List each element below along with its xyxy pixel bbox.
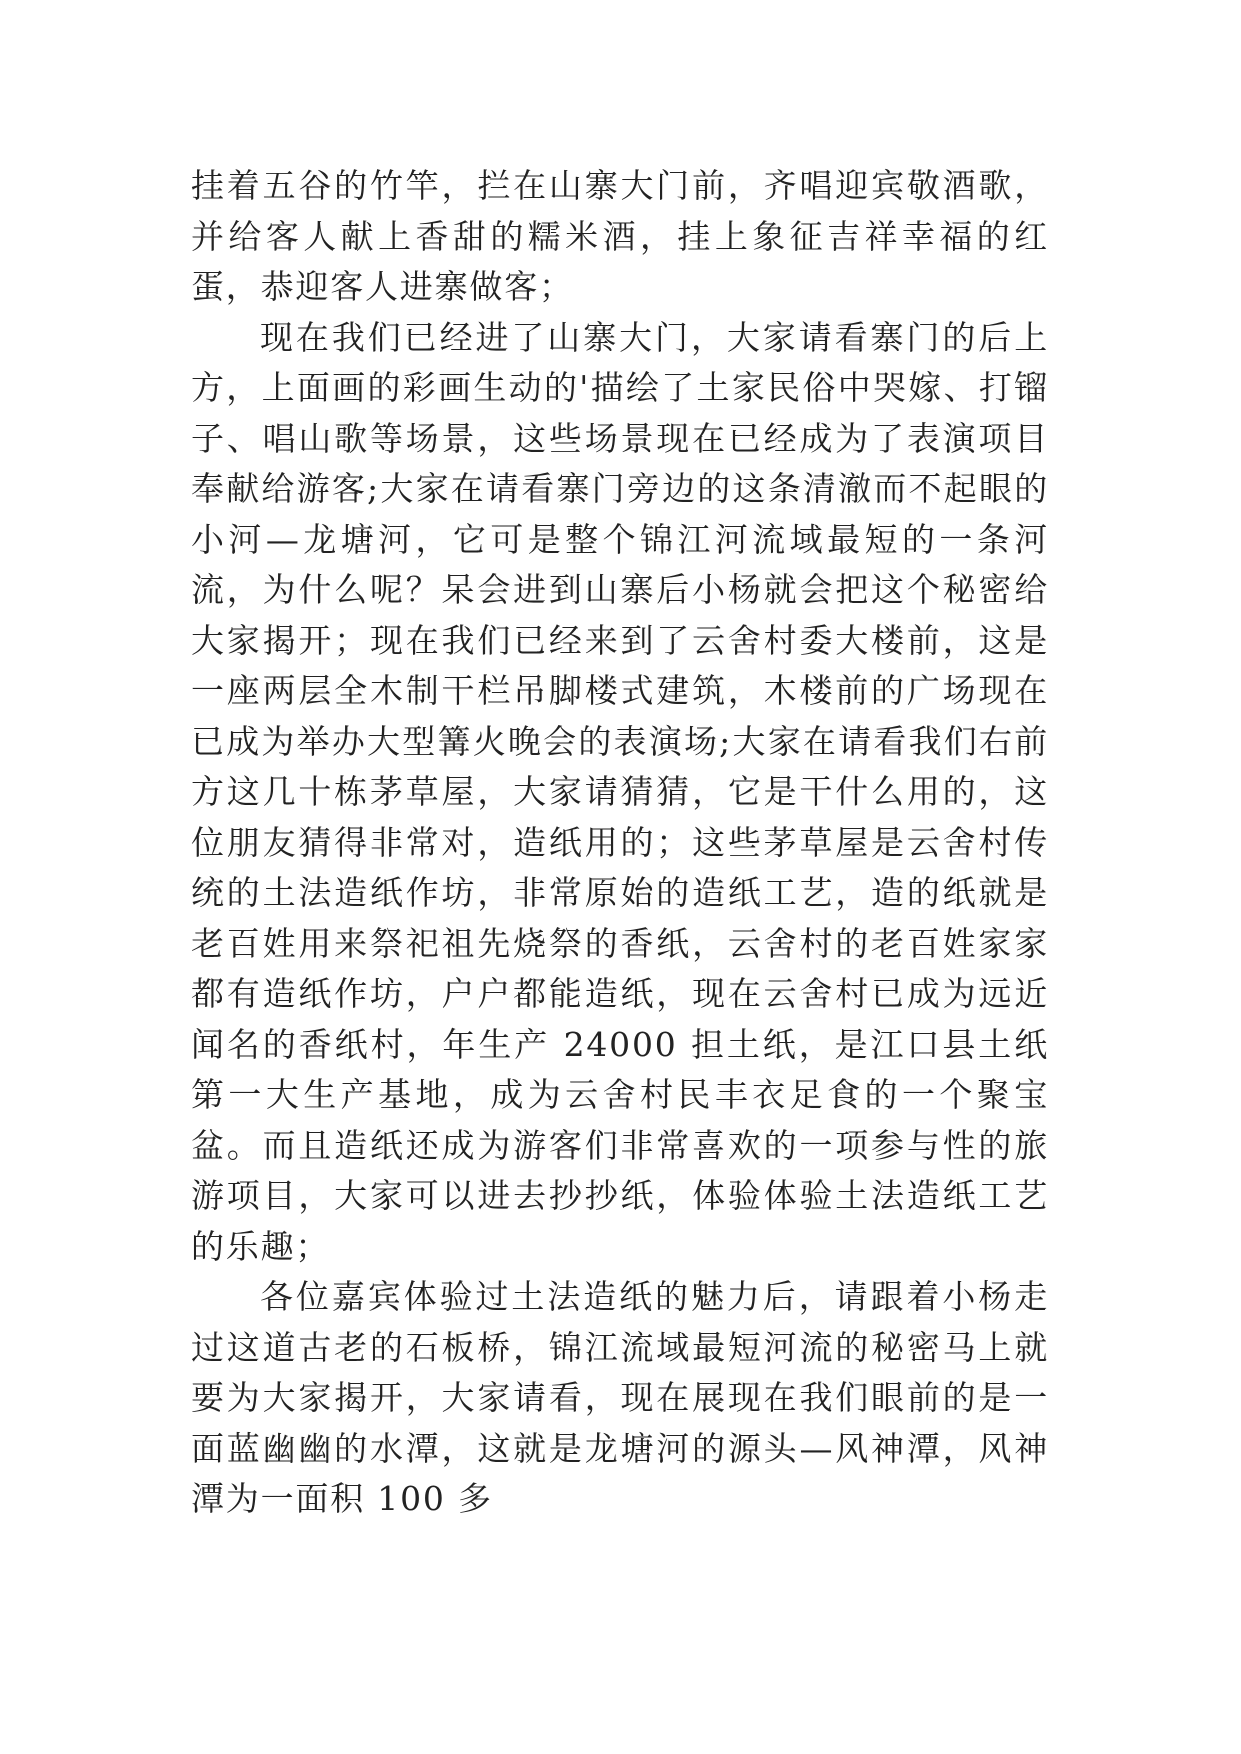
paragraph-3: 各位嘉宾体验过土法造纸的魅力后，请跟着小杨走过这道古老的石板桥，锦江流域最短河流的秘密马上就要为大家揭开，大家请看，现在展现在我们眼前的是一面蓝幽幽的水潭，这就是龙塘河的源头—风神潭，风神潭为一面积 100 多	[191, 1277, 1049, 1518]
body-text	[191, 161, 1049, 1525]
paragraph-2: 现在我们已经进了山寨大门，大家请看寨门的后上方，上面画的彩画生动的'描绘了土家民俗中哭嫁、打镏子、唱山歌等场景，这些场景现在已经成为了表演项目奉献给游客;大家在请看寨门旁边的这条清澈而不起眼的小河—龙塘河，它可是整个锦江河流域最短的一条河流，为什么呢？呆会进到山寨后小杨就会把这个秘密给大家揭开；现在我们已经来到了云舍村委大楼前，这是一座两层全木制干栏吊脚楼式建筑，木楼前的广场现在已成为举办大型篝火晚会的表演场;大家在请看我们右前方这几十栋茅草屋，大家请猜猜，它是干什么用的，这位朋友猜得非常对，造纸用的；这些茅草屋是云舍村传统的土法造纸作坊，非常原始的造纸工艺，造的纸就是老百姓用来祭祀祖先烧祭的香纸，云舍村的老百姓家家都有造纸作坊，户户都能造纸，现在云舍村已成为远近闻名的香纸村，年生产 24000 担土纸，是江口县土纸第一大生产基地，成为云舍村民丰衣足食的一个聚宝盆。而且造纸还成为游客们非常喜欢的一项参与性的旅游项目，大家可以进去抄抄纸，体验体验土法造纸工艺的乐趣；	[191, 317, 1049, 1266]
paragraph-1: 挂着五谷的竹竿，拦在山寨大门前，齐唱迎宾敬酒歌，并给客人献上香甜的糯米酒，挂上象征吉祥幸福的红蛋，恭迎客人进寨做客；	[191, 166, 1049, 306]
